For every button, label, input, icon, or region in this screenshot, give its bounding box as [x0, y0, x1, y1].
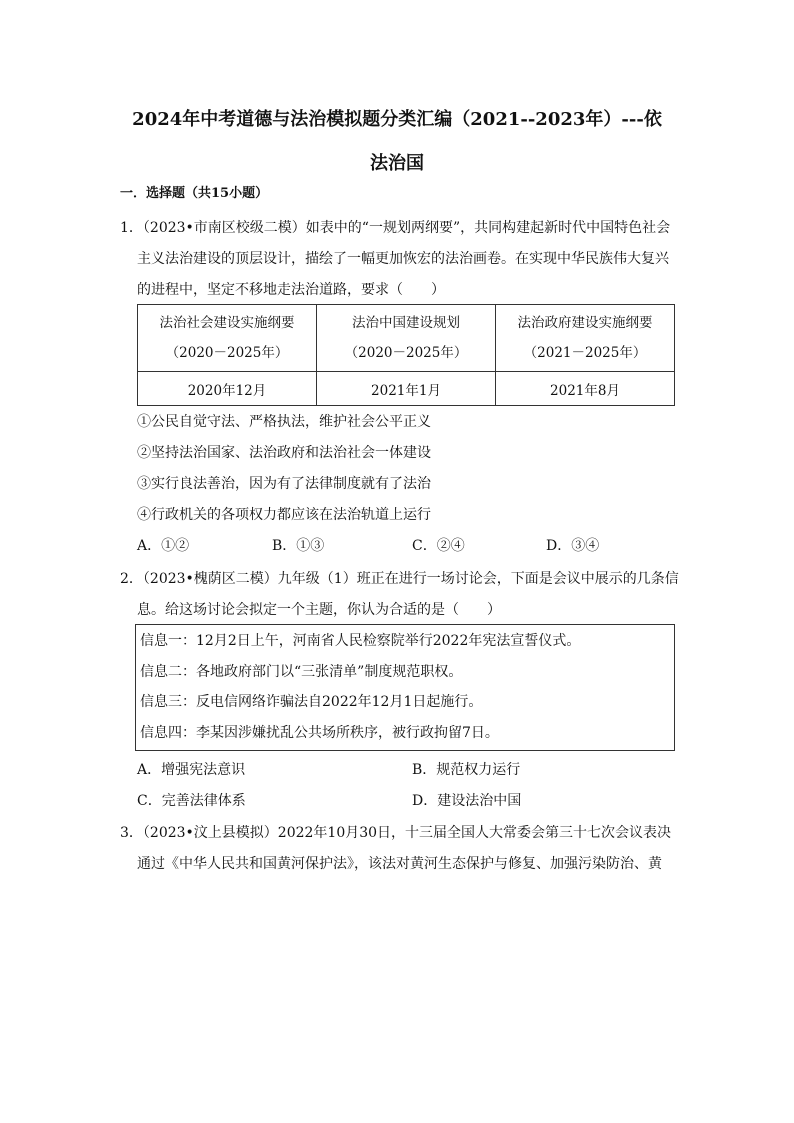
plan-period: （2020－2025年）	[165, 345, 289, 361]
plan-table-date-row	[138, 372, 675, 406]
q1-statement: ①公民自觉守法、严格执法，维护社会公平正义	[137, 414, 431, 430]
plan-period: （2020－2025年）	[344, 345, 468, 361]
q2-option-d: D．建设法治中国	[412, 793, 522, 809]
document-title	[100, 98, 694, 186]
q1-line-2: 主义法治建设的顶层设计，描绘了一幅更加恢宏的法治画卷。在实现中华民族伟大复兴	[137, 251, 669, 267]
plan-name: 法治社会建设实施纲要	[159, 315, 295, 331]
plan-name: 法治政府建设实施纲要	[517, 315, 653, 331]
q2-line-1: 2．（2023•槐荫区二模）九年级（1）班正在进行一场讨论会，下面是会议中展示的几条信	[120, 571, 679, 587]
q3-line-2: 通过《中华人民共和国黄河保护法》，该法对黄河生态保护与修复、加强污染防治、黄	[137, 856, 662, 872]
title-line-1: 2024年中考道德与法治模拟题分类汇编（2021--2023年）---依	[132, 109, 662, 130]
info-item: 信息三：反电信网络诈骗法自2022年12月1日起施行。	[140, 694, 483, 710]
q1-option-b: B．①③	[272, 538, 325, 554]
plan-table-cell	[317, 305, 496, 372]
q2-option-c: C．完善法律体系	[137, 793, 246, 809]
info-item: 信息四：李某因涉嫌扰乱公共场所秩序，被行政拘留7日。	[140, 725, 499, 741]
info-item: 信息二：各地政府部门以“三张清单”制度规范职权。	[140, 664, 463, 680]
q1-line-3: 的进程中，坚定不移地走法治道路，要求（ ）	[137, 282, 445, 298]
plan-period: （2021－2025年）	[523, 345, 647, 361]
q1-statement: ③实行良法善治，因为有了法律制度就有了法治	[137, 476, 431, 492]
plan-date: 2021年8月	[496, 372, 675, 406]
plan-table	[137, 304, 675, 406]
q1-option-d: D．③④	[546, 538, 600, 554]
q1-line-1: 1．（2023•市南区校级二模）如表中的“一规划两纲要”，共同构建起新时代中国特色社会	[120, 220, 671, 236]
q1-option-c: C．②④	[412, 538, 465, 554]
plan-table-cell	[138, 305, 317, 372]
plan-name: 法治中国建设规划	[352, 315, 460, 331]
section-heading: 一．选择题（共15小题）	[120, 186, 269, 201]
q2-option-a: A．增强宪法意识	[137, 762, 246, 778]
title-line-2: 法治国	[370, 153, 424, 174]
info-box	[135, 624, 675, 751]
q1-option-a: A．①②	[137, 538, 190, 554]
plan-date: 2021年1月	[317, 372, 496, 406]
q2-line-2: 息。给这场讨论会拟定一个主题，你认为合适的是（ ）	[137, 602, 501, 618]
q1-statement: ④行政机关的各项权力都应该在法治轨道上运行	[137, 507, 431, 523]
plan-table-header-row	[138, 305, 675, 372]
q3-line-1: 3．（2023•汶上县模拟）2022年10月30日，十三届全国人大常委会第三十七次会议表决	[120, 825, 672, 841]
q2-option-b: B．规范权力运行	[412, 762, 521, 778]
q1-statement: ②坚持法治国家、法治政府和法治社会一体建设	[137, 445, 431, 461]
info-item: 信息一：12月2日上午，河南省人民检察院举行2022年宪法宣誓仪式。	[140, 633, 581, 649]
plan-date: 2020年12月	[138, 372, 317, 406]
plan-table-cell	[496, 305, 675, 372]
